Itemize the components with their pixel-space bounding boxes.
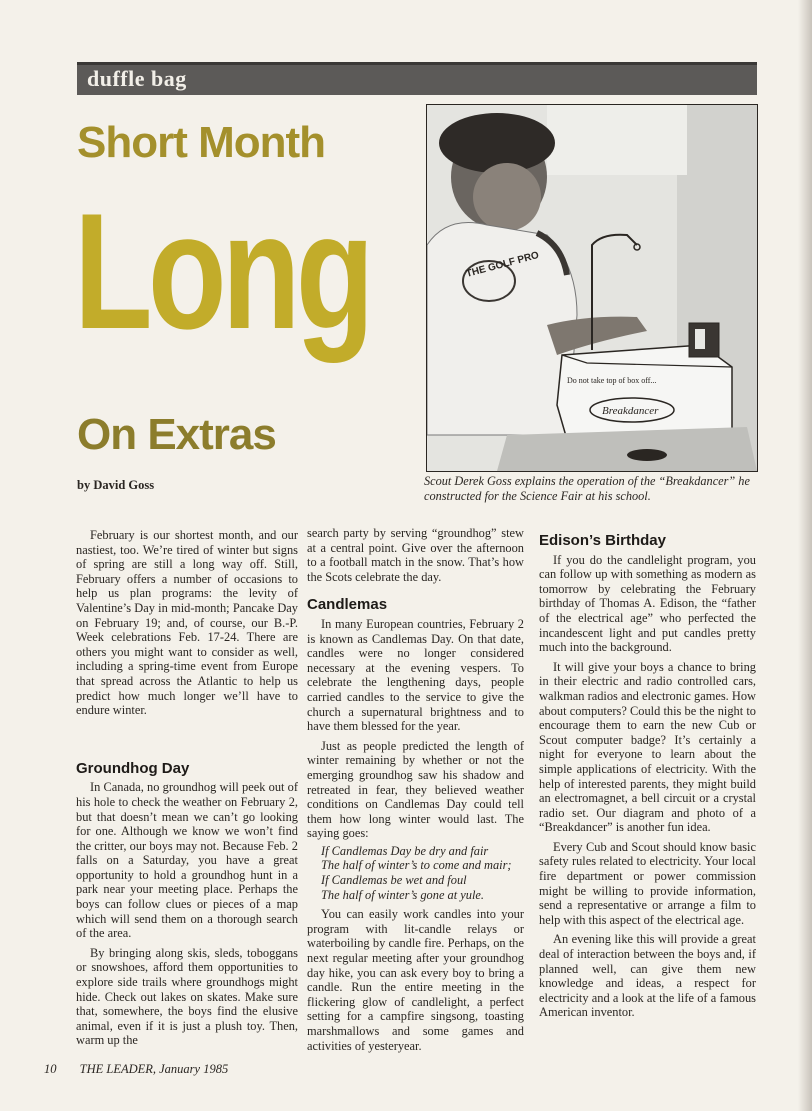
paragraph: Just as people predicted the length of winter remaining by whether or not the emerging groundhog saw his shadow and retreated in fear, they believed weather conditions on Candlemas Day could tell them how long winter would last. The saying goes: [307,738,524,841]
paragraph: If you do the candlelight program, you can follow up with something as modern as tomorrow by celebrating the February birthday of Thomas A. Edison, the “father of the electrical age” who perfected the incandescent light and put candles pretty much into the background. [539,552,756,655]
title-line-3: On Extras [77,410,276,459]
title-line-2: Long [74,179,370,363]
heading-edisons-birthday: Edison’s Birthday [539,532,666,549]
heading-groundhog-day: Groundhog Day [76,759,190,777]
poem-line: The half of winter’s to come and mair; [321,858,512,873]
poem-line: If Candlemas Day be dry and fair [321,843,489,858]
box-label: Breakdancer [602,405,659,417]
intro-paragraph: February is our shortest month, and our nastiest, too. We’re tired of winter but signs of spring are still a long way off. Still, February offers a number of occasions to help us plan programs: the levity of Valentine’s Day in mid-month; Pancake Day on February 19; and, of course, our B.-P. Week celebrations Feb. 17-24. There are others you might want to consider as well, including a spring-time event from Europe that spread across the Atlantic to help us predict how much longer we’ll have to endure winter. [76,528,298,718]
column-1 [76,528,298,1048]
column-3 [539,534,756,1020]
photo-caption: Scout Derek Goss explains the operation of the “Breakdancer” he constructed for the Science Fair at his school. [424,474,750,503]
poem-line: The half of winter’s gone at yule. [321,887,485,902]
column-2 [307,526,524,1053]
paragraph: Every Cub and Scout should know basic safety rules related to electricity. Your local fire department or power commission might be willing to provide information, send a representative or arrange a film to help with this aspect of the electrical age. [539,839,756,927]
shirt-text: THE GOLF PRO [464,249,541,280]
paragraph: In Canada, no groundhog will peek out of his hole to check the weather on February 2, but that doesn’t mean we can’t go looking for one. Although we know we won’t find the critter, our boys may not. Because Feb. 2 falls on a Saturday, you have a great opportunity to hold a groundhog hunt in a park near your meeting place. Perhaps the boys can follow clues or pieces of a map which will send them on a thorough search of the area. [76,780,298,941]
paragraph: In many European countries, February 2 is known as Candlemas Day. On that date, candles were no longer considered necessary at the evening vespers. To celebrate the lengthening days, people carried candles to the service to give the church a supernatural brightness and to have them blessed for the year. [307,616,524,734]
photo-illustration [427,105,757,471]
photo-scout-breakdancer [426,104,758,472]
paragraph: It will give your boys a chance to bring in their electric and radio controlled cars, walkman radios and electronic games. How about computers? Could this be the night to encourage them to earn the new Cub or Scout computer badge? It’s certainly a night for everyone to learn about the simple applications of electricity. With the help of interested parents, they might build an electromagnet, a bell circuit or a crystal radio set. Our diagram and photo of a “Breakdancer” is another fun idea. [539,659,756,835]
paragraph: By bringing along skis, sleds, toboggans or snowshoes, afford them opportunities to explore side trails where groundhogs might hide. Check out lakes on skates. Make sure that, somewhere, the boys find the elusive animal, even if it is just a plush toy. Then, warm up the [76,945,298,1048]
paragraph: search party by serving “groundhog” stew at a central point. Give over the afternoon to a football match in the snow. That’s how the Scots celebrate the day. [307,526,524,584]
section-label: duffle bag [87,66,187,91]
paragraph: An evening like this will provide a great deal of interaction between the boys and, if planned well, can give them new knowledge and ideas, a respect for electricity and a look at the life of a famous American inventor. [539,932,756,1020]
title-line-1: Short Month [77,118,326,167]
page-number: 10 [44,1062,57,1076]
candlemas-poem [321,844,524,902]
page-footer [44,1062,228,1077]
publication-info: THE LEADER, January 1985 [79,1062,229,1076]
section-banner [77,62,757,95]
heading-candlemas: Candlemas [307,596,388,614]
byline: by David Goss [77,478,155,492]
page-edge-shadow [798,0,812,1111]
poem-line: If Candlemas be wet and foul [321,873,467,888]
box-text: Do not take top of box off... [567,376,657,385]
paragraph: You can easily work candles into your program with lit-candle relays or waterboiling by candle fire. Perhaps, on the next regular meeting after your groundhog day hike, you can ask every boy to bring a candle. Run the entire meeting in the flickering glow of candlelight, a perfect setting for a campfire singsong, toasting marshmallows and some games and activities of yesteryear. [307,907,524,1053]
